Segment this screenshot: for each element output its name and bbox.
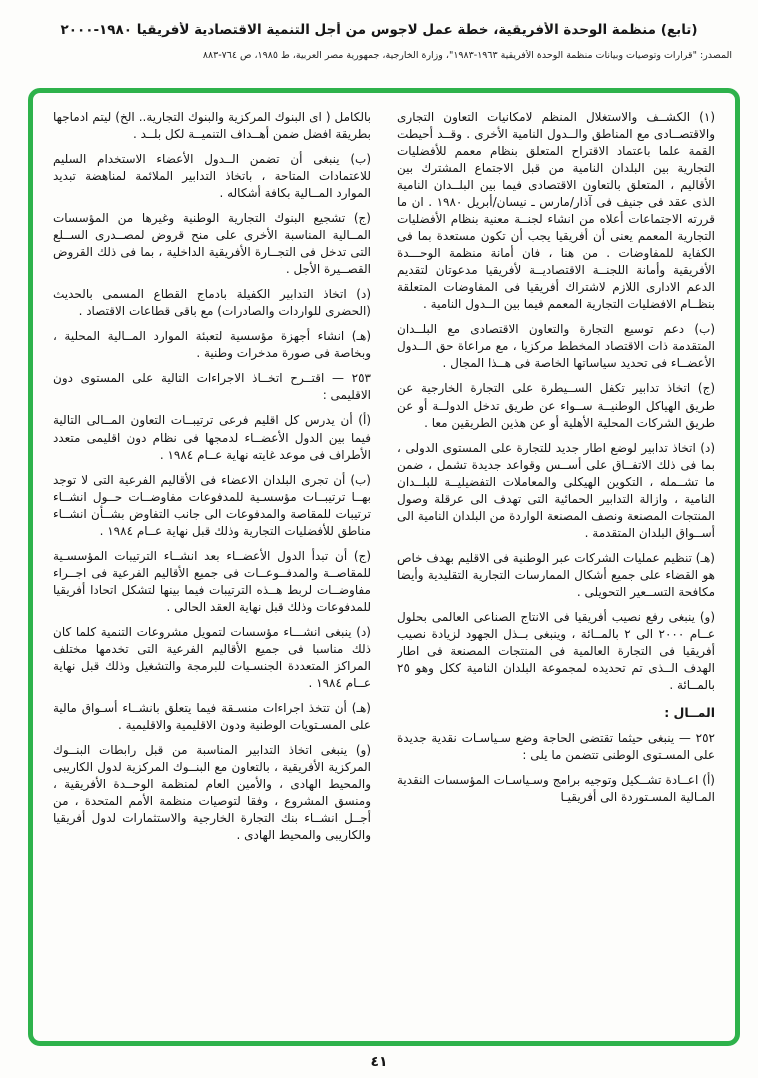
paragraph: (د) ينبغى انشـــاء مؤسسات لتمويل مشروعات التنمية كلما كان ذلك مناسبا فى جميع الأقاليم الفرعية التى تخدمها مختلف المراكز المتعددة الجنسـيات للبرمجة والتشغيل وذلك قبل نهاية عــام ١٩٨٤ . xyxy=(53,624,371,690)
column-left xyxy=(53,109,371,1027)
paragraph: ٢٥٣ — اقتــرح اتخــاذ الاجراءات التالية على المستوى دون الاقليمى : xyxy=(53,371,371,403)
paragraph: (أ) أن يدرس كل اقليم فرعى ترتيبــات التعاون المــالى التالية فيما بين الدول الأعضــاء لدمجها فى نظام دون اقليمى متعدد الأطراف فى موعد غايته نهاية عــام ١٩٨٤ . xyxy=(53,413,371,462)
paragraph: بالكامل ( اى البنوك المركزية والبنوك التجارية.. الخ) ليتم ادماجها بطريقة افضل ضمن أهــداف التنميــة لكل بلــد . xyxy=(53,110,371,142)
green-frame xyxy=(28,88,740,1046)
paragraph: (هـ) أن تتخذ اجراءات منسـقة فيما يتعلق بانشــاء أسـواق مالية على المسـتويات الوطنية ودون الاقليمية والاقليمية . xyxy=(53,700,371,732)
paragraph: ٢٥٢ — ينبغى حيثما تقتضى الحاجة وضع سـياسـات نقدية جديدة على المسـتوى الوطنى تتضمن ما يلى : xyxy=(397,730,715,762)
column-right xyxy=(397,109,715,1027)
paragraph: (ج) اتخاذ تدابير تكفل الســيطرة على التجارة الخارجية عن طريق الهياكل الوطنيــة ســواء عن طريق تدخل الدولــة أو عن طريق الشركات المحلية الأهلية أو عن هذين الطريقين معا . xyxy=(397,381,715,430)
paragraph: (و) ينبغى رفع نصيب أفريقيا فى الانتاج الصناعى العالمى بحلول عــام ٢٠٠٠ الى ٢ بالمــائة ، وينبغى بــذل الجهود لزيادة نصيب أفريقيا فى التجارة العالمية فى المنتجات المصنعة فى اطار الهدف الــذى تم تحديده لمجموعة البلدان النامية ككل وهو ٢٥ بالمــائة . xyxy=(397,609,715,692)
paragraph: (ج) أن تبدأ الدول الأعضــاء بعد انشــاء الترتيبات المؤسسـية للمقاصــة والمدفــوعــات فى جميع الأقاليم الفرعية فى اجــراء مفاوضــات لربط هــذه الترتيبات فيما بينها لتشكل اتحادا أفريقيا للمدفوعات وذلك قبل نهاية العقد الحالى . xyxy=(53,548,371,614)
paragraph: (ج) تشجيع البنوك التجارية الوطنية وغيرها من المؤسسات المــالية المناسبة الأخرى على منح قروض لمصــدرى الســلع التى تدخل فى التجــارة الأفريقية الداخلية ، بما فى ذلك القروض القصــيرة الأجل . xyxy=(53,211,371,277)
paragraph: (د) اتخاذ تدابير لوضع اطار جديد للتجارة على المستوى الدولى ، بما فى ذلك الاتفــاق على أســس وقواعد جديدة تشمل ، ضمن ما تشــمله ، التكوين الهيكلى والمعاملات التفضيليــة للبلــدان النامية ، وازالة التدابير الحمائية التى تهدف الى عرقلة وصول المنتجات المصنعة ونصف المصنعة الواردة من البلدان النامية الى أســواق البلدان المتقدمة . xyxy=(397,440,715,540)
paragraph: (ب) دعم توسيع التجارة والتعاون الاقتصادى مع البلــدان المتقدمة ذات الاقتصاد المخطط مركزيا ، مع مراعاة حق الــدول الأعضــاء فى تحديد سياساتها الخاصة فى هــذا المجال . xyxy=(397,322,715,371)
paragraph: (أ) اعــادة تشــكيل وتوجيه برامج وسـياسـات المؤسسات النقدية المـالية المسـتوردة الى أفريقيـا xyxy=(397,772,715,804)
paragraph: (١) الكشــف والاستغلال المنظم لامكانيات التعاون التجارى والاقتصــادى مع المناطق والــدول النامية الأخرى . وقــد أحيطت القمة علما باعتماد الاقتراح المتعلق بنظام معمم للأفضليات التجارية بين البلدان النامية من قبل الاجتماع المشترك بين الأقاليم ، المتعلق بالتعاون الاقتصادى فيما بين البلــدان النامية الذى عقد فى جنيف فى آذار/مارس ـ نيسان/أبريل ١٩٨٠ . ان ما قررته الاجتماعات أعلاه من انشاء لجنــة معنية بنظام الأفضليات التجارية المعمم يعنى أن أفريقيا يجب أن تكون مستعدة بما فى الكفاية للمفاوضات . من هنا ، فان أمانة منظمة الوحـــدة الأفريقية وأمانة اللجنــة الاقتصاديــة لأفريقيا مدعوتان لتقديم الدعم الادارى اللازم لاشتراك أفريقيا فى المفاوضات المتعلقة بنظــام الافضليات التجارية المعمم فيما بين الــدول النامية . xyxy=(397,110,715,312)
section-heading: المــال : xyxy=(664,705,715,720)
paragraph: (هـ) انشاء أجهزة مؤسسية لتعبئة الموارد المــالية المحلية ، وبخاصة فى صورة مدخرات وطنية . xyxy=(53,329,371,361)
document-title: (تابع) منظمة الوحدة الأفريقية، خطة عمل لاجوس من أجل التنمية الاقتصادية لأفريقيا ١٩٨٠-٢٠٠٠ xyxy=(60,22,698,38)
paragraph: (هـ) تنظيم عمليات الشركات عبر الوطنية فى الاقليم بهدف خاص هو القضاء على جميع أشكال الممارسات التجارية التقليدية وأيضا مكافحة التســعير التحويلى . xyxy=(397,550,715,599)
source-citation: المصدر: "قرارات وتوصيات وبيانات منظمة الوحدة الأفريقية ١٩٦٣-١٩٨٣"، وزارة الخارجية، جمهورية مصر العربية، ط ١٩٨٥، ص ٧٦٤-٨٨٣ xyxy=(202,50,732,61)
paragraph: (ب) أن تجرى البلدان الاعضاء فى الأقاليم الفرعية التى لا توجد بهــا ترتيبــات مؤسسـية للمدفوعات مفاوضــات حــول انشــاء ترتيبات للمقاصة والمدفوعات الى جانب التفاوض بشــأن انشــاء مناطق للأفضليات التجارية وذلك قبل نهاية عــام ١٩٨٤ . xyxy=(53,472,371,538)
paragraph: (ب) ينبغى أن تضمن الــدول الأعضاء الاستخدام السليم للاعتمادات المتاحة ، باتخاذ التدابير الملائمة لمناهضة تبديد الموارد المــالية بكافة أشكاله . xyxy=(53,152,371,201)
page-number: ٤١ xyxy=(370,1054,388,1070)
paragraph: (د) اتخاذ التدابير الكفيلة بادماج القطاع المسمى بالحديث (الحضرى للواردات والصادرات) مع باقى قطاعات الاقتصاد . xyxy=(53,287,371,319)
paragraph: (و) ينبغى اتخاذ التدابير المناسبة من قبل رابطات البنــوك المركزية الأفريقية ، بالتعاون مع البنــوك المركزية لدول الكاريبى والمحيط الهادى ، والأمين العام لمنظمة الوحــدة الأفريقية ، ومنسق المشروع ، وفقا لتوصيات منظمة الأمم المتحدة ، من أجــل انشــاء بنك التجارة الخارجية والاستثمارات لدول أفريقيا والكاريبى والمحيط الهادى . xyxy=(53,743,371,843)
